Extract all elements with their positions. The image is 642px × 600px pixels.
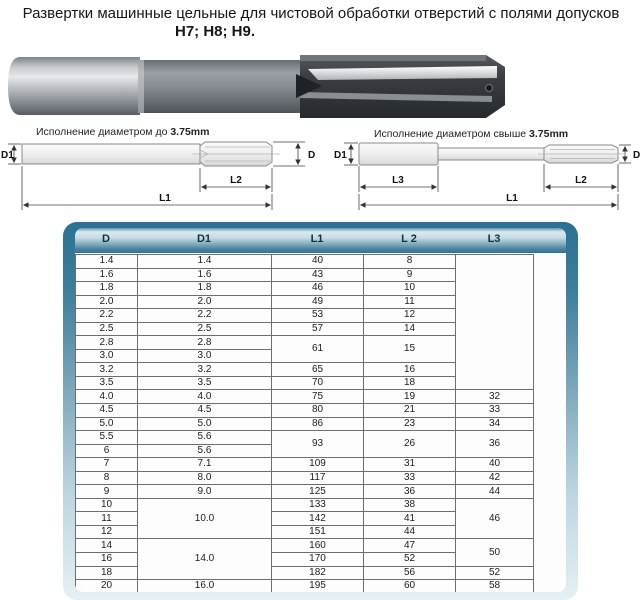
table-cell: 1.8 xyxy=(138,282,272,296)
drawing-neck xyxy=(438,148,544,160)
spec-table-body xyxy=(76,255,534,593)
table-cell: 56 xyxy=(364,566,456,580)
table-cell: 3.2 xyxy=(76,363,138,377)
page-title-tolerances: Н7; Н8; Н9. xyxy=(174,23,256,40)
table-row xyxy=(76,539,534,553)
table-cell: 18 xyxy=(76,566,138,580)
table-cell: 33 xyxy=(456,404,534,418)
table-cell: 58 xyxy=(456,580,534,592)
label-l1: L1 xyxy=(159,193,171,204)
label-d: D xyxy=(633,150,641,161)
reamer-photo xyxy=(0,52,642,122)
table-cell: 40 xyxy=(272,255,364,269)
table-cell: 1.6 xyxy=(138,268,272,282)
table-cell: 2.0 xyxy=(76,295,138,309)
label-l2: L2 xyxy=(575,175,587,186)
table-cell: 47 xyxy=(364,539,456,553)
table-cell: 36 xyxy=(364,485,456,499)
table-cell: 20 xyxy=(76,580,138,592)
drawing-shank xyxy=(359,143,438,165)
spec-table-header xyxy=(75,228,566,253)
table-cell: 7 xyxy=(76,458,138,472)
table-cell: 46 xyxy=(456,498,534,539)
table-row xyxy=(76,431,534,445)
table-cell: 86 xyxy=(272,417,364,431)
page-title: Развертки машинные цельные для чистовой обработки отверстий с полями допусков xyxy=(22,5,620,22)
table-row xyxy=(76,404,534,418)
table-cell: 19 xyxy=(364,390,456,404)
table-cell: 117 xyxy=(272,471,364,485)
label-d: D xyxy=(308,150,316,161)
table-row xyxy=(76,255,534,269)
column-header-l3: L3 xyxy=(487,233,501,245)
caption-small-text: Исполнение диаметром до xyxy=(36,126,168,138)
table-cell: 40 xyxy=(456,458,534,472)
table-cell: 9 xyxy=(364,268,456,282)
table-cell: 31 xyxy=(364,458,456,472)
table-cell: 15 xyxy=(364,336,456,363)
table-cell: 1.4 xyxy=(138,255,272,269)
table-cell: 5.0 xyxy=(76,417,138,431)
table-cell: 2.2 xyxy=(76,309,138,323)
table-cell: 2.5 xyxy=(76,322,138,336)
table-cell: 11 xyxy=(364,295,456,309)
table-cell: 50 xyxy=(456,539,534,566)
table-cell: 11 xyxy=(76,512,138,526)
table-cell: 43 xyxy=(272,268,364,282)
table-cell: 5.6 xyxy=(138,431,272,445)
column-header-d1: D1 xyxy=(196,233,212,245)
table-cell: 151 xyxy=(272,525,364,539)
table-cell: 16.0 xyxy=(138,580,272,592)
table-cell: 33 xyxy=(364,471,456,485)
table-cell: 2.0 xyxy=(138,295,272,309)
caption-large-text: Исполнение диаметром свыше xyxy=(374,128,527,140)
table-cell: 8.0 xyxy=(138,471,272,485)
table-cell: 10 xyxy=(76,498,138,512)
table-cell: 8 xyxy=(364,255,456,269)
table-cell: 1.4 xyxy=(76,255,138,269)
table-cell: 49 xyxy=(272,295,364,309)
table-cell: 61 xyxy=(272,336,364,363)
table-cell: 10.0 xyxy=(138,498,272,539)
reamer-center-hole xyxy=(486,85,493,92)
table-cell: 52 xyxy=(364,553,456,567)
table-row xyxy=(76,417,534,431)
table-cell: 52 xyxy=(456,566,534,580)
table-cell: 1.6 xyxy=(76,268,138,282)
column-header-d: D xyxy=(102,233,110,245)
table-row xyxy=(76,471,534,485)
table-cell: 1.8 xyxy=(76,282,138,296)
table-cell: 195 xyxy=(272,580,364,592)
table-row xyxy=(76,498,534,512)
table-cell: 6 xyxy=(76,444,138,458)
spec-table-container xyxy=(75,228,566,592)
table-cell: 14 xyxy=(364,322,456,336)
table-cell: 133 xyxy=(272,498,364,512)
table-cell: 23 xyxy=(364,417,456,431)
table-cell: 2.8 xyxy=(76,336,138,350)
diagram-large-diameter xyxy=(322,136,642,216)
table-cell: 16 xyxy=(364,363,456,377)
spec-table xyxy=(75,254,534,592)
table-cell: 42 xyxy=(456,471,534,485)
table-cell: 44 xyxy=(364,525,456,539)
table-cell: 3.5 xyxy=(76,376,138,390)
table-cell: 32 xyxy=(456,390,534,404)
table-cell: 10 xyxy=(364,282,456,296)
table-cell: 93 xyxy=(272,431,364,458)
label-d1: D1 xyxy=(1,150,14,161)
table-cell: 9 xyxy=(76,485,138,499)
table-cell: 12 xyxy=(364,309,456,323)
table-cell: 3.0 xyxy=(76,349,138,363)
reamer-flutes xyxy=(300,55,505,118)
table-cell: 38 xyxy=(364,498,456,512)
table-cell: 160 xyxy=(272,539,364,553)
table-cell: 5.5 xyxy=(76,431,138,445)
table-cell: 2.5 xyxy=(138,322,272,336)
table-cell: 3.2 xyxy=(138,363,272,377)
table-cell: 9.0 xyxy=(138,485,272,499)
table-cell: 44 xyxy=(456,485,534,499)
table-cell: 7.1 xyxy=(138,458,272,472)
spec-table-frame xyxy=(63,222,578,600)
reamer-photo-svg xyxy=(0,52,642,122)
label-l2: L2 xyxy=(230,175,242,186)
drawing-body xyxy=(22,144,200,164)
table-cell: 12 xyxy=(76,525,138,539)
table-cell: 3.5 xyxy=(138,376,272,390)
table-cell: 142 xyxy=(272,512,364,526)
caption-small-value: 3.75mm xyxy=(170,126,210,138)
table-cell: 70 xyxy=(272,376,364,390)
table-cell: 57 xyxy=(272,322,364,336)
table-cell: 2.2 xyxy=(138,309,272,323)
table-cell: 46 xyxy=(272,282,364,296)
table-cell: 8 xyxy=(76,471,138,485)
table-cell: 5.6 xyxy=(138,444,272,458)
table-cell xyxy=(456,255,534,390)
table-cell: 80 xyxy=(272,404,364,418)
caption-large-value: 3.75mm xyxy=(529,128,569,140)
table-cell: 41 xyxy=(364,512,456,526)
column-header-l2: L 2 xyxy=(401,233,417,245)
table-cell: 4.0 xyxy=(76,390,138,404)
table-cell: 21 xyxy=(364,404,456,418)
reamer-body xyxy=(138,60,310,113)
label-d1: D1 xyxy=(334,150,347,161)
table-cell: 14 xyxy=(76,539,138,553)
table-cell: 36 xyxy=(456,431,534,458)
label-l3: L3 xyxy=(392,175,404,186)
table-cell: 26 xyxy=(364,431,456,458)
table-cell: 182 xyxy=(272,566,364,580)
table-cell: 125 xyxy=(272,485,364,499)
table-cell: 75 xyxy=(272,390,364,404)
table-row xyxy=(76,580,534,592)
table-cell: 16 xyxy=(76,553,138,567)
table-cell: 65 xyxy=(272,363,364,377)
table-cell: 4.5 xyxy=(76,404,138,418)
table-cell: 4.0 xyxy=(138,390,272,404)
table-cell: 60 xyxy=(364,580,456,592)
table-cell: 3.0 xyxy=(138,349,272,363)
table-cell: 18 xyxy=(364,376,456,390)
table-cell: 2.8 xyxy=(138,336,272,350)
table-cell: 5.0 xyxy=(138,417,272,431)
reamer-shank xyxy=(8,57,140,115)
table-cell: 53 xyxy=(272,309,364,323)
table-row xyxy=(76,485,534,499)
table-cell: 34 xyxy=(456,417,534,431)
table-cell: 14.0 xyxy=(138,539,272,580)
diagram-small-diameter xyxy=(0,136,320,216)
table-row xyxy=(76,458,534,472)
table-cell: 109 xyxy=(272,458,364,472)
label-l1: L1 xyxy=(506,193,518,204)
table-cell: 170 xyxy=(272,553,364,567)
table-row xyxy=(76,390,534,404)
column-header-l1: L1 xyxy=(310,233,324,245)
table-cell: 4.5 xyxy=(138,404,272,418)
